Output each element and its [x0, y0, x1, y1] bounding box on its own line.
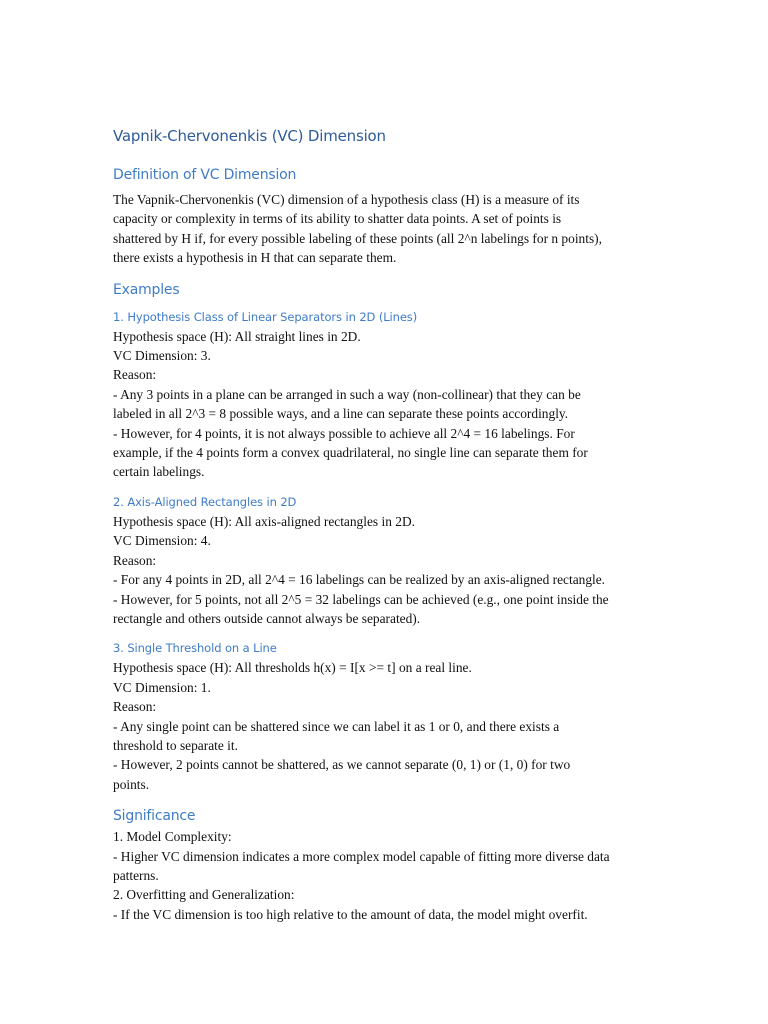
text-line: Reason:: [113, 367, 157, 383]
text-line: Hypothesis space (H): All axis-aligned rectangles in 2D.: [113, 513, 415, 529]
text-line: capacity or complexity in terms of its ability to shatter data points. A set of points is: [113, 211, 562, 227]
text-line: - If the VC dimension is too high relative to the amount of data, the model might overfit.: [113, 906, 588, 922]
text-line: points.: [113, 776, 150, 792]
example-body-1: [113, 327, 658, 482]
example-heading-3: 3. Single Threshold on a Line: [113, 641, 277, 656]
example-body-2: [113, 512, 658, 628]
text-line: The Vapnik-Chervonenkis (VC) dimension of a hypothesis class (H) is a measure of its: [113, 192, 580, 207]
section-heading-examples: Examples: [113, 281, 180, 298]
text-line: rectangle and others outside cannot always be separated).: [113, 610, 421, 626]
section-heading-significance: Significance: [113, 808, 196, 825]
text-line: Reason:: [113, 552, 157, 568]
text-line: labeled in all 2^3 = 8 possible ways, and a line can separate these points accordingly.: [113, 406, 569, 422]
text-line: VC Dimension: 4.: [113, 533, 211, 549]
significance-body: [113, 827, 658, 924]
example-body-3: [113, 658, 658, 794]
text-line: patterns.: [113, 867, 159, 883]
text-line: example, if the 4 points form a convex quadrilateral, no single line can separate them for: [113, 445, 588, 461]
text-line: - However, 2 points cannot be shattered, as we cannot separate (0, 1) or (1, 0) for two: [113, 757, 571, 773]
text-line: 1. Model Complexity:: [113, 829, 232, 845]
text-line: - However, for 5 points, not all 2^5 = 32 labelings can be achieved (e.g., one point inside the: [113, 591, 609, 607]
text-line: - For any 4 points in 2D, all 2^4 = 16 labelings can be realized by an axis-aligned rectangle.: [113, 572, 606, 588]
text-line: certain labelings.: [113, 464, 205, 480]
definition-paragraph: [113, 190, 658, 268]
text-line: shattered by H if, for every possible labeling of these points (all 2^n labelings for n points),: [113, 230, 602, 246]
section-heading-definition: Definition of VC Dimension: [113, 167, 297, 183]
text-line: VC Dimension: 3.: [113, 348, 211, 364]
text-line: there exists a hypothesis in H that can separate them.: [113, 250, 397, 266]
example-heading-2: 2. Axis-Aligned Rectangles in 2D: [113, 494, 297, 509]
text-line: - Any 3 points in a plane can be arranged in such a way (non-collinear) that they can be: [113, 386, 581, 402]
text-line: Reason:: [113, 699, 157, 715]
text-line: VC Dimension: 1.: [113, 679, 211, 695]
example-heading-1: 1. Hypothesis Class of Linear Separators in 2D (Lines): [113, 309, 418, 324]
text-line: - Higher VC dimension indicates a more complex model capable of fitting more diverse data: [113, 848, 610, 864]
text-line: Hypothesis space (H): All thresholds h(x) = I[x >= t] on a real line.: [113, 660, 472, 676]
text-line: 2. Overfitting and Generalization:: [113, 887, 295, 903]
document-title: Vapnik-Chervonenkis (VC) Dimension: [113, 127, 386, 145]
text-line: - However, for 4 points, it is not always possible to achieve all 2^4 = 16 labelings. For: [113, 425, 575, 441]
document-page: [113, 126, 658, 924]
text-line: - Any single point can be shattered since we can label it as 1 or 0, and there exists a: [113, 718, 560, 734]
text-line: Hypothesis space (H): All straight lines in 2D.: [113, 328, 361, 344]
text-line: threshold to separate it.: [113, 737, 238, 753]
